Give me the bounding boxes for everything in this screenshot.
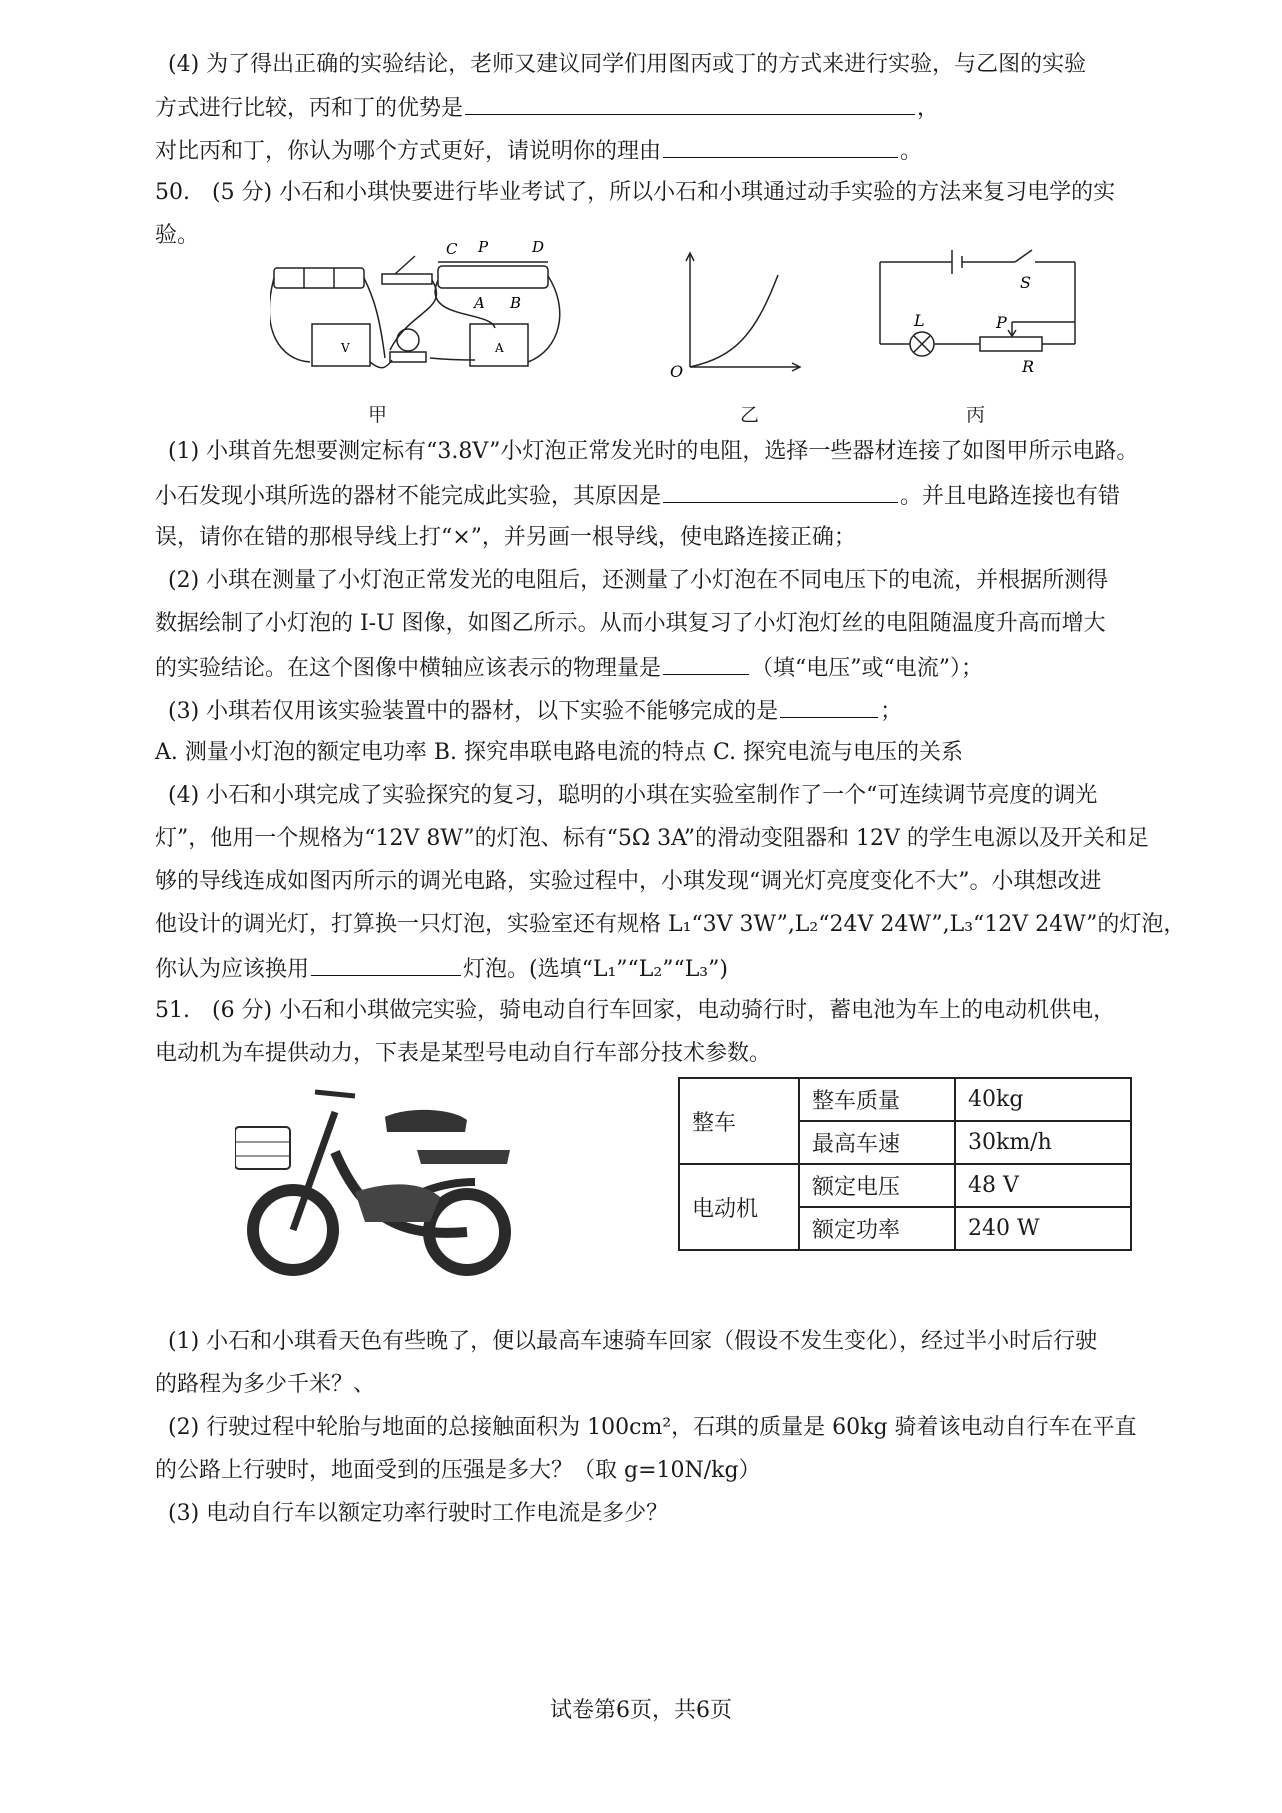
q49-4-line-2 bbox=[155, 92, 939, 124]
label-b: B bbox=[510, 294, 522, 312]
q49-4-line-3 bbox=[155, 135, 922, 167]
front-basket bbox=[235, 1127, 290, 1169]
spec-label: 额定功率 bbox=[799, 1207, 955, 1250]
q51-1-line-1: (1) 小石和小琪看天色有些晚了，便以最高车速骑车回家（假设不发生变化），经过半小时后行驶 bbox=[168, 1329, 1098, 1354]
answer-blank-reason[interactable] bbox=[663, 135, 898, 158]
q51-1-line-2: 的路程为多少千米？、 bbox=[155, 1372, 376, 1397]
rheostat-r bbox=[980, 337, 1042, 351]
q50-1-line-2 bbox=[155, 480, 1120, 512]
switch-s bbox=[1015, 250, 1032, 262]
q51-2-line-2: 的公路上行驶时，地面受到的压强是多大？（取 g=10N/kg） bbox=[155, 1458, 761, 1483]
q50-2-line-3-end: （填“电压”或“电流”）； bbox=[751, 656, 984, 681]
circuit-figure-jia bbox=[270, 240, 590, 390]
circuit-figure-bing bbox=[870, 238, 1090, 388]
answer-blank-advantage[interactable] bbox=[465, 92, 915, 115]
q50-3-line-1 bbox=[168, 695, 902, 727]
figure-label-yi: 乙 bbox=[740, 404, 760, 426]
bike-spec-table bbox=[678, 1077, 1132, 1251]
battery-pack bbox=[274, 268, 364, 288]
spec-value: 40kg bbox=[955, 1078, 1131, 1121]
label-d: D bbox=[532, 240, 545, 256]
rheostat bbox=[438, 266, 548, 288]
answer-blank-option[interactable] bbox=[780, 695, 878, 718]
q50-2-line-3 bbox=[155, 652, 983, 684]
q50-2-line-3-text: 的实验结论。在这个图像中横轴应该表示的物理量是 bbox=[155, 656, 662, 681]
rear-rack bbox=[417, 1150, 510, 1164]
bike-body bbox=[355, 1184, 440, 1222]
q51-heading-2: 电动机为车提供动力，下表是某型号电动自行车部分技术参数。 bbox=[155, 1041, 772, 1066]
q50-1-line-2-end: 。并且电路连接也有错 bbox=[900, 484, 1121, 509]
q49-4-line-3-text: 对比丙和丁，你认为哪个方式更好，请说明你的理由 bbox=[155, 139, 662, 164]
q50-1-line-3: 误，请你在错的那根导线上打“×”，并另画一根导线，使电路连接正确； bbox=[155, 525, 856, 550]
q50-3-line-1-text: (3) 小琪若仅用该实验装置中的器材，以下实验不能够完成的是 bbox=[168, 699, 779, 724]
label-c: C bbox=[446, 240, 458, 258]
answer-blank-bulb[interactable] bbox=[311, 953, 461, 976]
q50-4-line-3: 够的导线连成如图丙所示的调光电路，实验过程中，小琪发现“调光灯亮度变化不大”。小琪想改进 bbox=[155, 869, 1102, 894]
spec-label: 整车质量 bbox=[799, 1078, 955, 1121]
q49-4-line-3-end: 。 bbox=[900, 139, 923, 164]
label-a: A bbox=[474, 294, 485, 312]
electric-bike-photo bbox=[235, 1072, 535, 1287]
page-footer: 试卷第6页，共6页 bbox=[550, 1698, 732, 1723]
q50-3-line-1-end: ； bbox=[880, 699, 903, 724]
seat bbox=[385, 1110, 467, 1132]
bulb bbox=[397, 329, 419, 351]
spec-value: 30km/h bbox=[955, 1121, 1131, 1164]
q49-4-line-1: (4) 为了得出正确的实验结论，老师又建议同学们用图丙或丁的方式来进行实验，与乙图的实验 bbox=[168, 52, 1087, 77]
q51-heading-1: 51. (6 分) 小石和小琪做完实验，骑电动自行车回家，电动骑行时，蓄电池为车上的电动机供电， bbox=[155, 998, 1116, 1023]
label-p-bing: P bbox=[996, 313, 1007, 332]
q50-heading-1: 50. (5 分) 小石和小琪快要进行毕业考试了，所以小石和小琪通过动手实验的方法来复习电学的实 bbox=[155, 180, 1116, 205]
label-p: P bbox=[478, 240, 489, 256]
iu-curve bbox=[690, 275, 778, 367]
switch bbox=[382, 274, 432, 284]
iu-graph-yi bbox=[660, 245, 810, 380]
spec-label: 额定电压 bbox=[799, 1164, 955, 1207]
spec-label: 最高车速 bbox=[799, 1121, 955, 1164]
q50-2-line-1: (2) 小琪在测量了小灯泡正常发光的电阻后，还测量了小灯泡在不同电压下的电流，并根据所测得 bbox=[168, 568, 1109, 593]
q50-4-line-4: 他设计的调光灯，打算换一只灯泡，实验室还有规格 L₁“3V 3W”,L₂“24V 24W”,L₃“12V 24W”的灯泡， bbox=[155, 912, 1186, 937]
handlebar bbox=[315, 1092, 355, 1096]
q51-3-line-1: (3) 电动自行车以额定功率行驶时工作电流是多少？ bbox=[168, 1501, 669, 1526]
q50-3-options: A. 测量小灯泡的额定电功率 B. 探究串联电路电流的特点 C. 探究电流与电压的关系 bbox=[155, 740, 964, 765]
q50-4-line-5-text: 你认为应该换用 bbox=[155, 957, 310, 982]
figure-label-bing: 丙 bbox=[966, 404, 986, 426]
q50-2-line-2: 数据绘制了小灯泡的 I-U 图像，如图乙所示。从而小琪复习了小灯泡灯丝的电阻随温度升高而增大 bbox=[155, 611, 1106, 636]
origin-label: O bbox=[670, 362, 684, 380]
q49-4-line-2-end: ， bbox=[917, 96, 940, 121]
spec-value: 48 V bbox=[955, 1164, 1131, 1207]
ammeter-mark: A bbox=[495, 341, 504, 355]
q50-4-line-5 bbox=[155, 953, 728, 985]
answer-blank-axis[interactable] bbox=[663, 652, 749, 675]
q50-4-line-5-end: 灯泡。(选填“L₁”“L₂”“L₃”) bbox=[463, 957, 728, 982]
q50-heading-2: 验。 bbox=[155, 223, 200, 248]
answer-blank-reason-equipment[interactable] bbox=[663, 480, 898, 503]
figure-label-jia: 甲 bbox=[368, 404, 388, 426]
table-row bbox=[679, 1164, 1131, 1207]
label-s: S bbox=[1020, 273, 1031, 292]
label-r: R bbox=[1022, 357, 1035, 376]
q49-4-line-2-text: 方式进行比较，丙和丁的优势是 bbox=[155, 96, 464, 121]
q51-2-line-1: (2) 行驶过程中轮胎与地面的总接触面积为 100cm²，石琪的质量是 60kg 骑着该电动自行车在平直 bbox=[168, 1415, 1137, 1440]
q50-1-line-1: (1) 小琪首先想要测定标有“3.8V”小灯泡正常发光时的电阻，选择一些器材连接了如图甲所示电路。 bbox=[168, 439, 1139, 464]
q50-4-line-2: 灯”，他用一个规格为“12V 8W”的灯泡、标有“5Ω 3A”的滑动变阻器和 12V 的学生电源以及开关和足 bbox=[155, 826, 1149, 851]
spec-value: 240 W bbox=[955, 1207, 1131, 1250]
q50-4-line-1: (4) 小石和小琪完成了实验探究的复习，聪明的小琪在实验室制作了一个“可连续调节亮度的调光 bbox=[168, 783, 1098, 808]
table-row bbox=[679, 1078, 1131, 1121]
label-l: L bbox=[914, 311, 925, 330]
group-cell-vehicle: 整车 bbox=[679, 1078, 799, 1164]
group-cell-motor: 电动机 bbox=[679, 1164, 799, 1250]
q50-1-line-2-text: 小石发现小琪所选的器材不能完成此实验，其原因是 bbox=[155, 484, 662, 509]
voltmeter-mark: V bbox=[341, 341, 350, 355]
